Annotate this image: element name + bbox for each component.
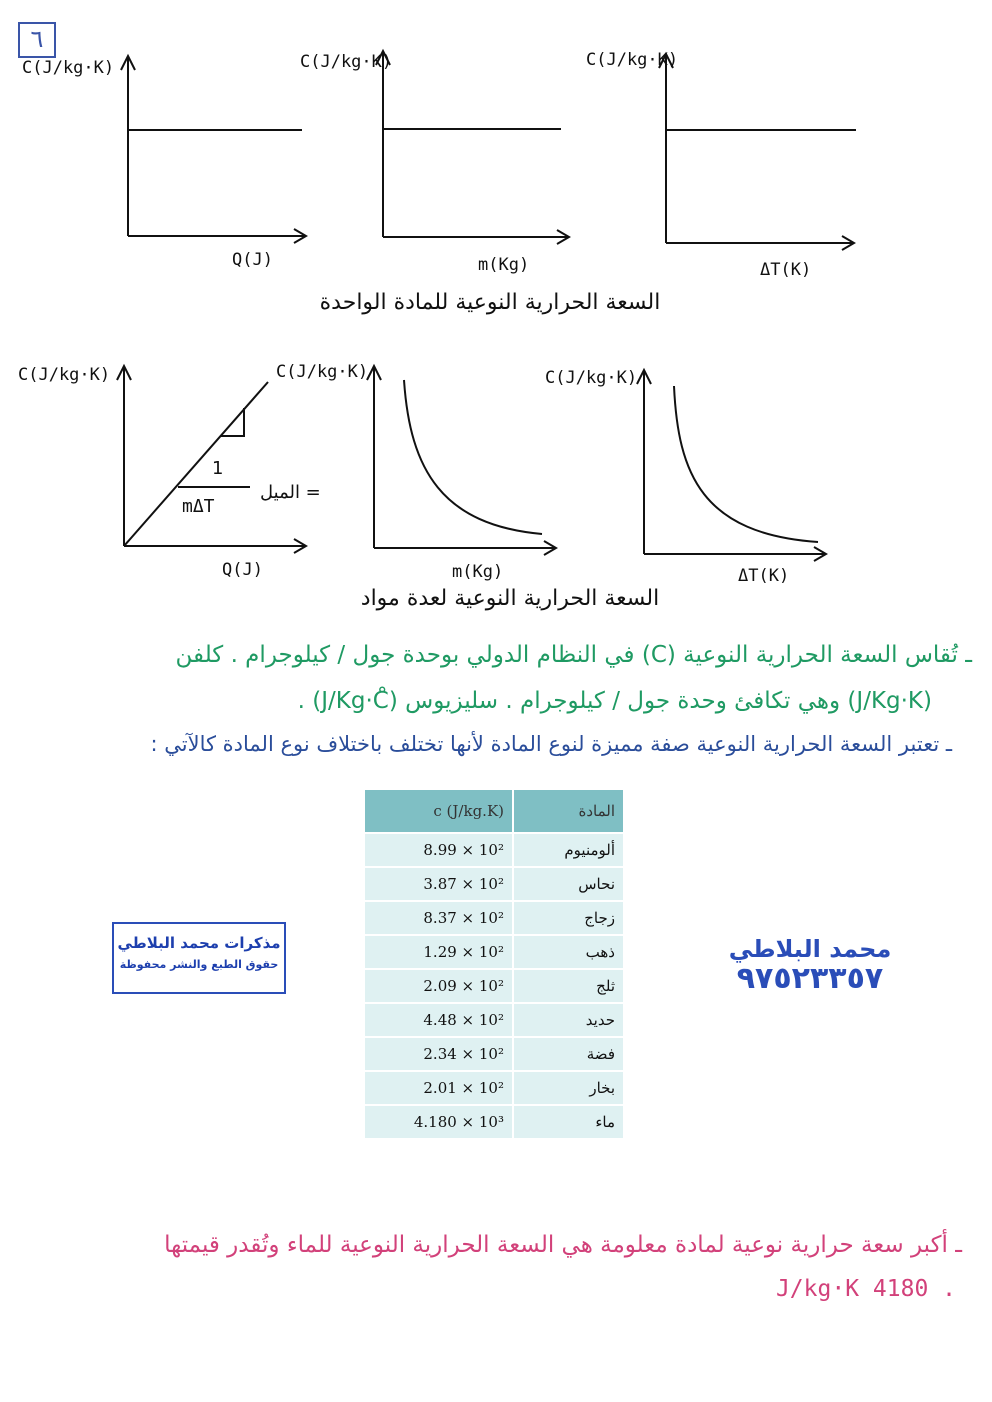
material-cell: ثلج xyxy=(513,969,623,1003)
x-axis-label: Q(J) xyxy=(222,560,263,580)
fraction-bar xyxy=(178,486,250,488)
table-row xyxy=(365,1003,623,1037)
value-cell: 4.48 × 10² xyxy=(365,1003,513,1037)
table-row xyxy=(365,969,623,1003)
material-cell: ماء xyxy=(513,1105,623,1138)
graph-c-vs-deltat-inverse xyxy=(632,364,832,564)
specific-heat-table xyxy=(365,790,623,1138)
table-row xyxy=(365,1105,623,1138)
material-cell: حديد xyxy=(513,1003,623,1037)
slope-label: = الميل xyxy=(260,482,321,503)
caption-single-material: السعة الحرارية النوعية للمادة الواحدة xyxy=(319,290,661,315)
x-axis-label: Q(J) xyxy=(232,250,273,270)
material-cell: ذهب xyxy=(513,935,623,969)
table-row xyxy=(365,901,623,935)
value-cell: 8.99 × 10² xyxy=(365,833,513,867)
water-note-line2: . 4180 J/kg·K xyxy=(775,1276,956,1302)
table-row xyxy=(365,935,623,969)
material-cell: زجاج xyxy=(513,901,623,935)
value-cell: 2.01 × 10² xyxy=(365,1071,513,1105)
y-axis-label: C(J/kg·K) xyxy=(22,58,115,78)
y-axis-label: C(J/kg·K) xyxy=(545,368,638,388)
stamp-subtitle: حقوق الطبع والنشر محفوظة xyxy=(119,958,279,971)
value-cell: 4.180 × 10³ xyxy=(365,1105,513,1138)
water-note-line1: ـ أكبر سعة حرارية نوعية لمادة معلومة هي السعة الحرارية النوعية للماء وتُقدر قيمتها xyxy=(164,1232,962,1258)
slope-numerator: 1 xyxy=(212,458,224,479)
x-axis-label: ΔT(K) xyxy=(738,566,790,586)
value-cell: 2.09 × 10² xyxy=(365,969,513,1003)
stamp-title: مذكرات محمد البلاطي xyxy=(117,934,281,952)
table-row xyxy=(365,867,623,901)
page-number: ٦ xyxy=(18,22,56,58)
material-cell: ألومنيوم xyxy=(513,833,623,867)
linear-line xyxy=(124,382,268,546)
table-row xyxy=(365,1071,623,1105)
y-axis-label: C(J/kg·K) xyxy=(586,50,679,70)
y-axis-label: C(J/kg·K) xyxy=(300,52,393,72)
inverse-curve xyxy=(404,380,542,534)
unit-note-line2: (J/Kg·K) وهي تكافئ وحدة جول / كيلوجرام . سليزيوس (J/Kg·C̊) . xyxy=(297,688,932,714)
x-axis-label: m(Kg) xyxy=(478,255,530,275)
caption-multiple-materials: السعة الحرارية النوعية لعدة مواد xyxy=(360,586,660,611)
table-row xyxy=(365,833,623,867)
graph-c-vs-m-inverse xyxy=(362,360,562,560)
header-material: المادة xyxy=(513,790,623,833)
material-cell: فضة xyxy=(513,1037,623,1071)
value-cell: 1.29 × 10² xyxy=(365,935,513,969)
x-axis-label: ΔT(K) xyxy=(760,260,812,280)
graph-c-vs-q xyxy=(110,50,310,250)
slope-denominator: mΔT xyxy=(182,496,215,517)
copyright-stamp xyxy=(112,922,286,994)
graph-c-vs-deltat xyxy=(648,48,858,253)
material-cell: نحاس xyxy=(513,867,623,901)
value-cell: 3.87 × 10² xyxy=(365,867,513,901)
author-phone: ٩٧٥٢٣٣٥٧ xyxy=(736,961,884,996)
y-axis-label: C(J/kg·K) xyxy=(18,365,111,385)
characteristic-note: ـ تعتبر السعة الحرارية النوعية صفة مميزة لنوع المادة لأنها تختلف باختلاف نوع المادة كالآتي : xyxy=(150,732,952,756)
inverse-curve xyxy=(674,386,818,542)
table-row xyxy=(365,1037,623,1071)
unit-note-line1: ـ تُقاس السعة الحرارية النوعية (C) في النظام الدولي بوحدة جول / كيلوجرام . كلفن xyxy=(175,642,972,668)
graph-c-vs-m xyxy=(365,45,575,250)
value-cell: 8.37 × 10² xyxy=(365,901,513,935)
x-axis-label: m(Kg) xyxy=(452,562,504,582)
author-block xyxy=(720,935,900,996)
y-axis-label: C(J/kg·K) xyxy=(276,362,369,382)
material-cell: بخار xyxy=(513,1071,623,1105)
author-name: محمد البلاطي xyxy=(728,935,892,963)
value-cell: 2.34 × 10² xyxy=(365,1037,513,1071)
header-value: c (J/kg.K) xyxy=(365,790,513,833)
